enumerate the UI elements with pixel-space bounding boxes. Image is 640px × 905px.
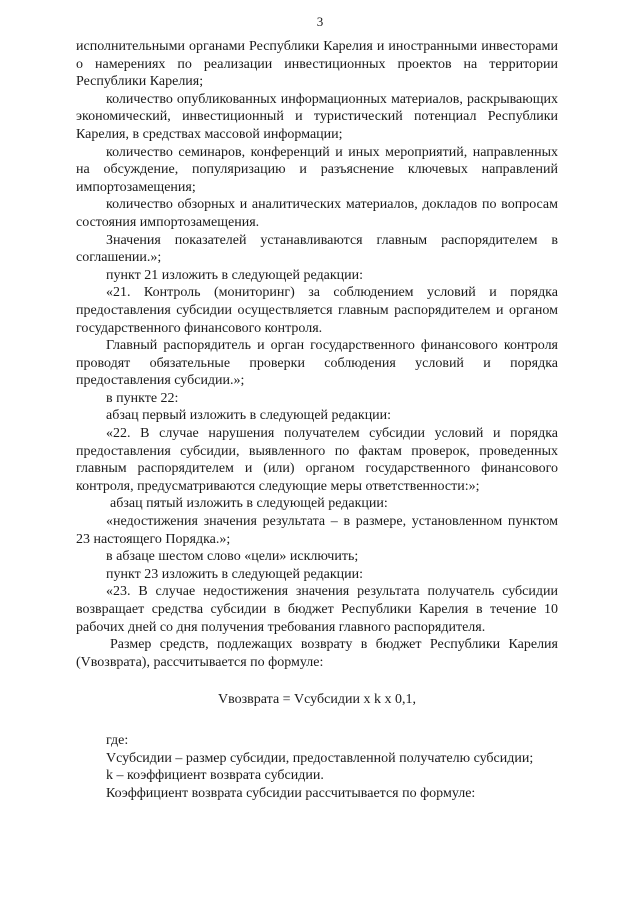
formula: Vвозврата = Vсубсидии x k x 0,1,: [218, 692, 416, 708]
closing-paragraph: Коэффициент возврата субсидии рассчитывается по формуле:: [106, 785, 476, 801]
definition-k: k – коэффициент возврата субсидии.: [106, 768, 324, 784]
paragraph-6: пункт 21 изложить в следующей редакции:: [106, 267, 363, 283]
paragraph-11: «22. В случае нарушения получателем субсидии условий и порядка предоставления субсидии, выявленного по фактам проверок, проведенных главным распорядителем и (или) органом государственного финансового контроля, предусматриваются следующие меры ответственности:»;: [76, 426, 558, 494]
paragraph-15: пункт 23 изложить в следующей редакции:: [106, 566, 363, 582]
paragraph-3: количество семинаров, конференций и иных мероприятий, направленных на обсуждение, популяризацию и разъяснение ключевых направлений импортозамещения;: [76, 144, 558, 195]
paragraph-13: «недостижения значения результата – в размере, установленном пунктом 23 настоящего Порядка.»;: [76, 514, 558, 547]
paragraph-9: в пункте 22:: [106, 390, 179, 406]
paragraph-1: исполнительными органами Республики Карелия и иностранными инвесторами о намерениях по реализации инвестиционных проектов на территории Республики Карелия;: [76, 39, 558, 90]
where-label: где:: [106, 732, 129, 748]
paragraph-8: Главный распорядитель и орган государственного финансового контроля проводят обязательные проверки соблюдения условий и порядка предоставления субсидии.»;: [76, 338, 558, 389]
paragraph-5: Значения показателей устанавливаются главным распорядителем в соглашении.»;: [76, 232, 558, 266]
paragraph-17: Размер средств, подлежащих возврату в бюджет Республики Карелия (Vвозврата), рассчитывается по формуле:: [76, 637, 558, 670]
definition-v-subsidy: Vсубсидии – размер субсидии, предоставленной получателю субсидии;: [106, 750, 534, 766]
paragraph-7: «21. Контроль (мониторинг) за соблюдением условий и порядка предоставления субсидии осуществляется главным распорядителем и органом государственного финансового контроля.: [76, 285, 558, 336]
paragraph-14: в абзаце шестом слово «цели» исключить;: [106, 549, 359, 565]
document-body: [76, 38, 558, 802]
page-number: 3: [316, 14, 324, 29]
paragraph-2: количество опубликованных информационных материалов, раскрывающих экономический, инвестиционный и туристический потенциал Республики Карелия, в средствах массовой информации;: [76, 91, 558, 142]
paragraph-10: абзац первый изложить в следующей редакции:: [106, 408, 392, 424]
paragraph-16: «23. В случае недостижения значения результата получатель субсидии возвращает средства субсидии в бюджет Республики Карелия в течение 10 рабочих дней со дня получения требования главного распорядителя.: [76, 584, 558, 635]
paragraph-4: количество обзорных и аналитических материалов, докладов по вопросам состояния импортозамещения.: [76, 197, 558, 230]
paragraph-12: абзац пятый изложить в следующей редакции:: [110, 496, 388, 512]
